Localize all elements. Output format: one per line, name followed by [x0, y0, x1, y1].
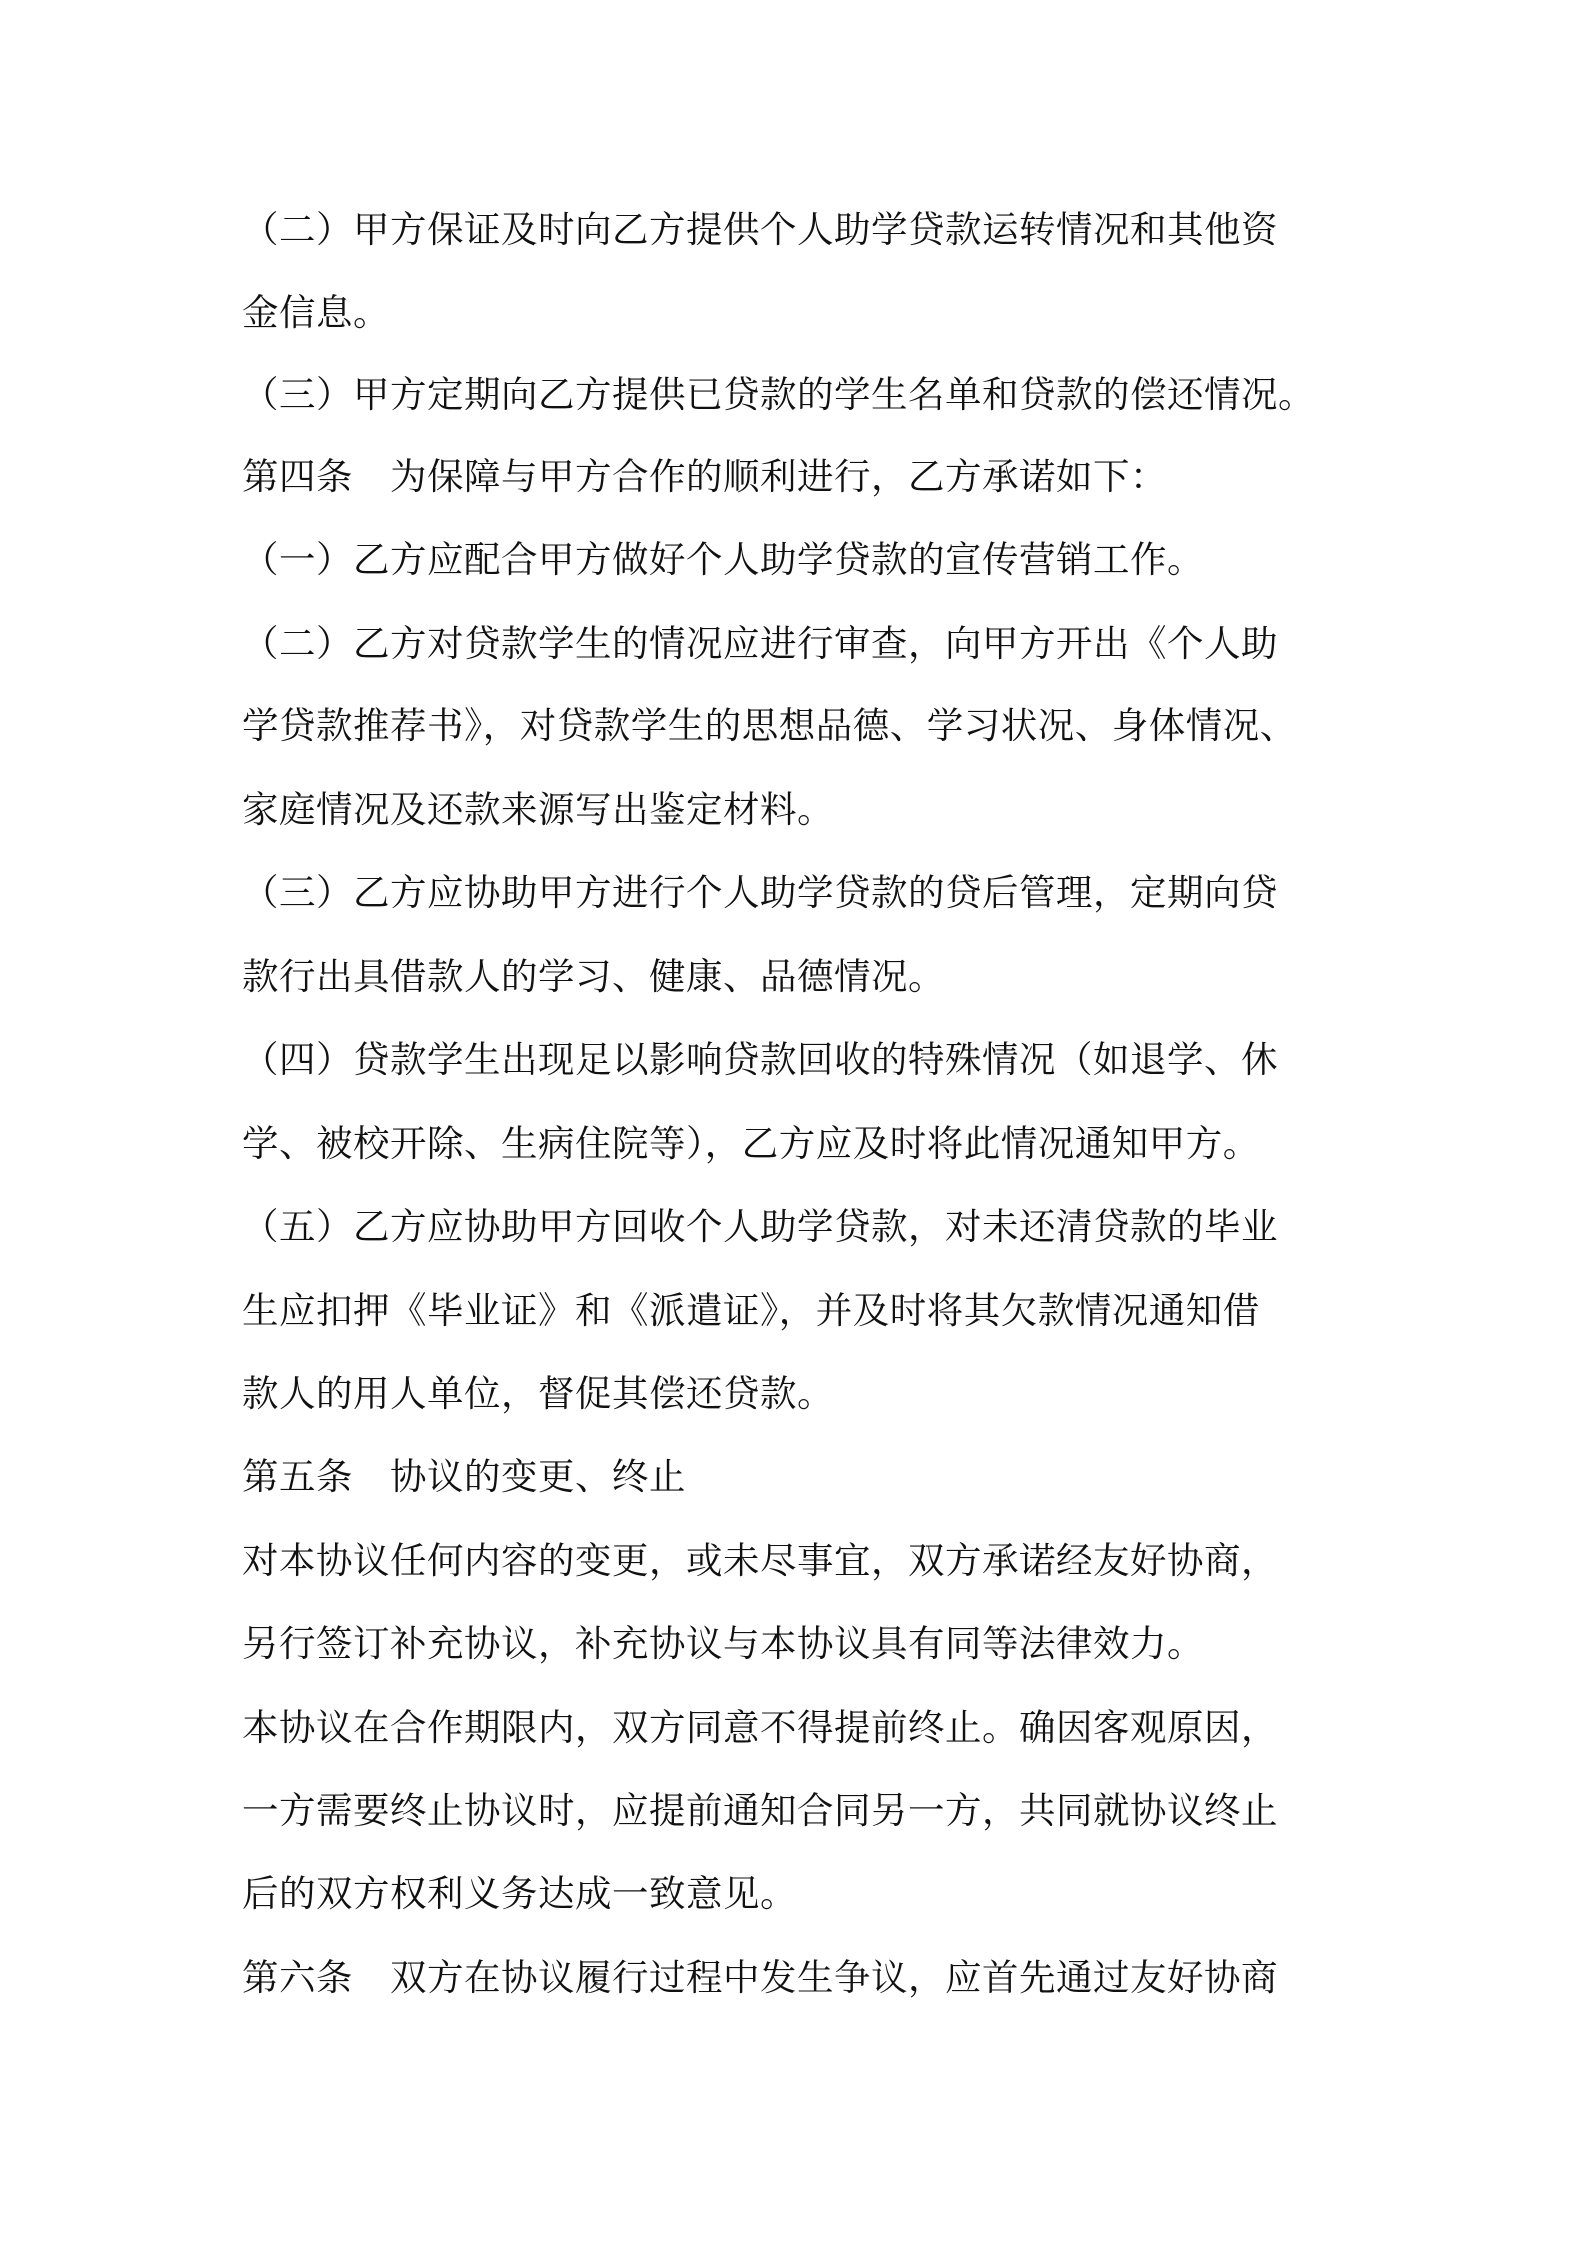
text-line: 本协议在合作期限内，双方同意不得提前终止。确因客观原因，: [242, 1706, 1278, 1749]
text-line: 另行签订补充协议，补充协议与本协议具有同等法律效力。: [242, 1622, 1204, 1665]
text-line: 学贷款推荐书》，对贷款学生的思想品德、学习状况、身体情况、: [242, 704, 1297, 747]
text-line: 一方需要终止协议时，应提前通知合同另一方，共同就协议终止: [242, 1789, 1278, 1832]
text-line: 家庭情况及还款来源写出鉴定材料。: [242, 788, 834, 831]
text-line: （四）贷款学生出现足以影响贷款回收的特殊情况（如退学、休: [242, 1038, 1278, 1081]
text-line: （二）乙方对贷款学生的情况应进行审查，向甲方开出《个人助: [242, 622, 1278, 665]
article-heading: 第六条 双方在协议履行过程中发生争议，应首先通过友好协商: [242, 1956, 1278, 1999]
article-heading: 第四条 为保障与甲方合作的顺利进行，乙方承诺如下：: [242, 455, 1167, 498]
text-line: 款行出具借款人的学习、健康、品德情况。: [242, 955, 945, 998]
text-line: 后的双方权利义务达成一致意见。: [242, 1872, 797, 1915]
text-line: （五）乙方应协助甲方回收个人助学贷款，对未还清贷款的毕业: [242, 1205, 1278, 1248]
text-line: （二）甲方保证及时向乙方提供个人助学贷款运转情况和其他资: [242, 208, 1278, 251]
text-line: 金信息。: [242, 291, 390, 334]
article-heading: 第五条 协议的变更、终止: [242, 1455, 686, 1498]
text-line: 生应扣押《毕业证》和《派遣证》，并及时将其欠款情况通知借: [242, 1289, 1260, 1332]
text-line: 学、被校开除、生病住院等），乙方应及时将此情况通知甲方。: [242, 1122, 1260, 1165]
text-line: 对本协议任何内容的变更，或未尽事宜，双方承诺经友好协商，: [242, 1539, 1278, 1582]
text-line: （三）乙方应协助甲方进行个人助学贷款的贷后管理，定期向贷: [242, 871, 1278, 914]
text-line: （三）甲方定期向乙方提供已贷款的学生名单和贷款的偿还情况。: [242, 373, 1315, 416]
text-line: （一）乙方应配合甲方做好个人助学贷款的宣传营销工作。: [242, 538, 1204, 581]
text-line: 款人的用人单位，督促其偿还贷款。: [242, 1372, 834, 1415]
